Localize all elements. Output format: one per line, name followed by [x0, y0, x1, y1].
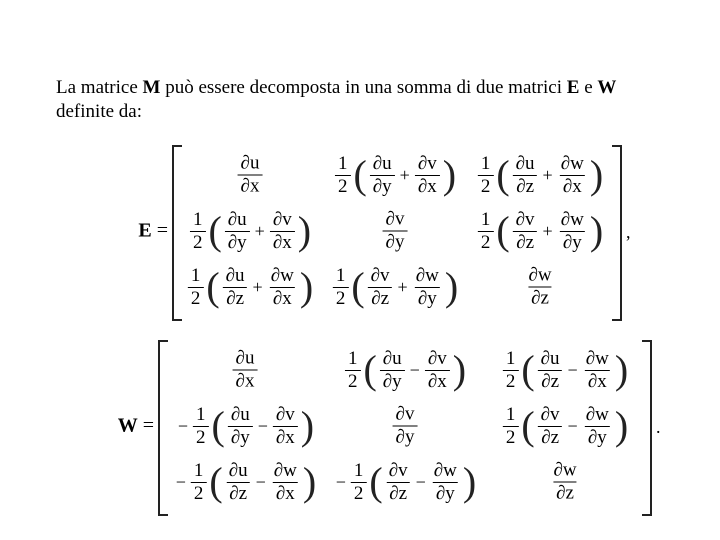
denominator: 2	[345, 370, 361, 393]
left-bracket	[158, 340, 168, 516]
numerator: ∂v	[275, 403, 295, 425]
denominator: ∂y	[585, 426, 610, 449]
fraction	[478, 153, 494, 198]
denominator: ∂y	[383, 231, 408, 254]
left-paren: (	[211, 403, 225, 448]
denominator: 2	[191, 482, 207, 505]
fraction	[550, 460, 579, 505]
denominator: ∂y	[228, 426, 253, 449]
fraction	[193, 404, 209, 449]
operator: −	[255, 471, 266, 492]
fraction	[268, 265, 297, 310]
numerator: 1	[353, 459, 364, 481]
numerator: ∂w	[560, 152, 584, 174]
left-bracket	[172, 145, 182, 321]
fraction	[370, 153, 395, 198]
fraction	[415, 153, 440, 198]
matrix-cell	[501, 403, 629, 449]
denominator: ∂z	[223, 287, 247, 310]
fraction	[383, 209, 408, 254]
fraction	[226, 460, 251, 505]
numerator: ∂u	[540, 347, 560, 369]
matrix-cell	[391, 404, 420, 449]
denominator: ∂x	[415, 175, 440, 198]
right-paren: )	[452, 347, 467, 392]
denominator: ∂z	[513, 175, 537, 198]
denominator: 2	[190, 231, 206, 254]
denominator: ∂z	[538, 370, 562, 393]
left-paren: (	[209, 459, 223, 504]
right-paren: )	[614, 403, 629, 448]
equation-E-label	[138, 220, 168, 243]
symbol-W: W	[117, 414, 138, 437]
numerator: ∂w	[528, 264, 552, 286]
denominator: ∂y	[370, 175, 395, 198]
denominator: ∂x	[560, 175, 585, 198]
equals-sign: =	[151, 219, 168, 242]
matrix-cell	[333, 459, 477, 505]
matrix-cell	[343, 347, 467, 393]
denominator: ∂y	[415, 287, 440, 310]
matrix-cell	[188, 208, 312, 254]
denominator: 2	[503, 426, 519, 449]
fraction	[431, 460, 460, 505]
operator: +	[397, 276, 408, 297]
matrix-cell	[175, 403, 315, 449]
matrix-cell	[236, 153, 265, 198]
numerator: ∂v	[370, 264, 390, 286]
fraction	[380, 348, 405, 393]
intro-text: e	[579, 77, 598, 98]
numerator: ∂u	[235, 347, 255, 369]
denominator: 2	[188, 287, 204, 310]
right-paren: )	[589, 208, 604, 253]
fraction	[503, 404, 519, 449]
numerator: 1	[505, 347, 516, 369]
numerator: ∂w	[553, 459, 577, 481]
denominator: 2	[193, 426, 209, 449]
denominator: ∂x	[270, 287, 295, 310]
denominator: ∂x	[270, 231, 295, 254]
fraction	[191, 460, 207, 505]
denominator: ∂x	[238, 175, 263, 198]
matrix-cell	[333, 152, 457, 198]
fraction	[233, 348, 258, 393]
fraction	[271, 460, 300, 505]
numerator: ∂v	[395, 403, 415, 425]
fraction	[558, 153, 587, 198]
minus-sign: −	[175, 471, 186, 492]
denominator: ∂z	[553, 482, 577, 505]
fraction	[333, 265, 349, 310]
operator: +	[399, 164, 410, 185]
operator: +	[252, 276, 263, 297]
matrix-cell	[548, 460, 581, 505]
left-paren: (	[496, 152, 510, 197]
left-paren: (	[353, 152, 367, 197]
denominator: ∂x	[273, 482, 298, 505]
numerator: ∂u	[230, 403, 250, 425]
matrix-cell	[173, 459, 317, 505]
fraction	[478, 209, 494, 254]
matrix-cell	[476, 208, 604, 254]
denominator: ∂x	[425, 370, 450, 393]
equals-sign: =	[137, 414, 154, 437]
operator: −	[567, 415, 578, 436]
fraction	[351, 460, 367, 505]
symbol-M: M	[142, 77, 161, 98]
denominator: ∂z	[538, 426, 562, 449]
right-paren: )	[589, 152, 604, 197]
numerator: ∂u	[225, 264, 245, 286]
numerator: ∂u	[227, 208, 247, 230]
denominator: ∂z	[368, 287, 392, 310]
numerator: 1	[196, 403, 206, 425]
fraction	[413, 265, 442, 310]
fraction	[225, 209, 250, 254]
numerator: ∂v	[417, 152, 437, 174]
denominator: ∂y	[225, 231, 250, 254]
symbol-E: E	[566, 77, 580, 98]
fraction	[393, 404, 418, 449]
fraction	[368, 265, 393, 310]
denominator: 2	[478, 175, 494, 198]
symbol-E: E	[138, 219, 152, 242]
numerator: ∂w	[560, 208, 584, 230]
numerator: ∂w	[433, 459, 457, 481]
denominator: ∂z	[226, 482, 250, 505]
fraction	[190, 209, 206, 254]
intro-text: può essere decomposta in una somma di due matrici	[160, 77, 567, 98]
denominator: ∂z	[386, 482, 410, 505]
fraction	[513, 153, 538, 198]
operator: −	[257, 415, 268, 436]
operator: +	[542, 164, 553, 185]
fraction	[345, 348, 361, 393]
matrix-cell	[381, 209, 410, 254]
numerator: 1	[337, 152, 348, 174]
left-paren: (	[369, 459, 383, 504]
operator: −	[409, 359, 420, 380]
fraction	[513, 209, 538, 254]
numerator: 1	[480, 208, 491, 230]
fraction	[525, 265, 554, 310]
denominator: ∂y	[380, 370, 405, 393]
numerator: ∂w	[585, 347, 609, 369]
right-bracket	[612, 145, 622, 321]
left-paren: (	[363, 347, 377, 392]
intro-paragraph	[56, 76, 696, 124]
fraction	[188, 265, 204, 310]
fraction	[583, 404, 612, 449]
fraction	[558, 209, 587, 254]
right-paren: )	[302, 459, 317, 504]
matrix-cell	[331, 264, 459, 310]
numerator: ∂v	[427, 347, 447, 369]
matrix-cell	[501, 347, 629, 393]
numerator: ∂u	[240, 152, 260, 174]
numerator: ∂v	[272, 208, 292, 230]
operator: −	[567, 359, 578, 380]
numerator: ∂w	[585, 403, 609, 425]
right-paren: )	[442, 152, 457, 197]
numerator: ∂v	[515, 208, 535, 230]
minus-sign: −	[335, 471, 346, 492]
fraction	[228, 404, 253, 449]
numerator: ∂w	[273, 459, 297, 481]
trailing-period: .	[656, 417, 661, 437]
operator: +	[542, 220, 553, 241]
fraction	[270, 209, 295, 254]
denominator: ∂x	[233, 370, 258, 393]
fraction	[223, 265, 248, 310]
right-bracket	[642, 340, 652, 516]
numerator: 1	[192, 208, 203, 230]
minus-sign: −	[177, 415, 189, 436]
left-paren: (	[496, 208, 510, 253]
numerator: ∂u	[515, 152, 535, 174]
fraction	[238, 153, 263, 198]
fraction	[386, 460, 411, 505]
numerator: ∂v	[385, 208, 405, 230]
numerator: ∂u	[228, 459, 248, 481]
left-paren: (	[521, 347, 535, 392]
numerator: 1	[347, 347, 358, 369]
right-paren: )	[300, 403, 315, 448]
fraction	[273, 404, 298, 449]
operator: +	[254, 220, 265, 241]
numerator: 1	[193, 459, 204, 481]
right-paren: )	[462, 459, 477, 504]
fraction	[538, 404, 563, 449]
numerator: ∂u	[382, 347, 402, 369]
denominator: ∂x	[585, 370, 610, 393]
numerator: ∂w	[270, 264, 294, 286]
right-paren: )	[614, 347, 629, 392]
fraction	[425, 348, 450, 393]
left-paren: (	[351, 264, 365, 309]
numerator: 1	[335, 264, 346, 286]
right-paren: )	[444, 264, 459, 309]
denominator: ∂y	[560, 231, 585, 254]
right-paren: )	[299, 264, 314, 309]
numerator: ∂w	[415, 264, 439, 286]
numerator: ∂v	[388, 459, 408, 481]
matrix-cell	[476, 152, 604, 198]
matrix-cell	[523, 265, 556, 310]
matrix-cell	[231, 348, 260, 393]
denominator: ∂z	[513, 231, 537, 254]
right-paren: )	[297, 208, 312, 253]
denominator: 2	[351, 482, 367, 505]
numerator: 1	[480, 152, 491, 174]
intro-line2: definite da:	[56, 101, 142, 122]
left-paren: (	[521, 403, 535, 448]
fraction	[583, 348, 612, 393]
denominator: ∂y	[433, 482, 458, 505]
trailing-comma: ,	[626, 222, 631, 242]
denominator: ∂x	[273, 426, 298, 449]
denominator: 2	[478, 231, 494, 254]
matrix-cell	[186, 264, 314, 310]
fraction	[335, 153, 351, 198]
numerator: ∂v	[540, 403, 560, 425]
denominator: 2	[333, 287, 349, 310]
fraction	[503, 348, 519, 393]
symbol-W: W	[597, 77, 617, 98]
denominator: 2	[503, 370, 519, 393]
denominator: ∂y	[393, 426, 418, 449]
left-paren: (	[208, 208, 222, 253]
left-paren: (	[206, 264, 220, 309]
denominator: 2	[335, 175, 351, 198]
intro-text: La matrice	[56, 77, 143, 98]
numerator: 1	[190, 264, 201, 286]
fraction	[538, 348, 563, 393]
operator: −	[415, 471, 426, 492]
equation-W-label	[118, 415, 154, 438]
numerator: 1	[505, 403, 516, 425]
denominator: ∂z	[528, 287, 552, 310]
numerator: ∂u	[372, 152, 392, 174]
